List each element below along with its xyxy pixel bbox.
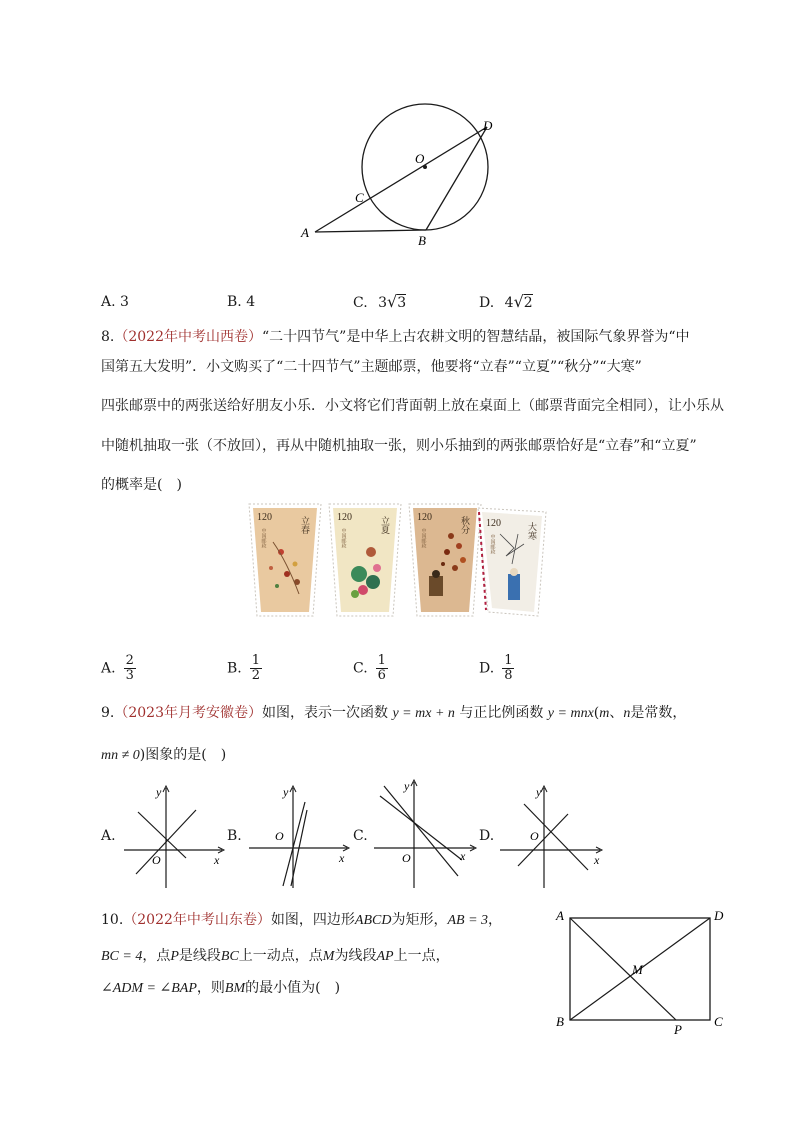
- svg-text:x: x: [339, 851, 345, 865]
- svg-text:中国邮政: 中国邮政: [340, 528, 346, 548]
- q7-option-b[interactable]: B. 4: [227, 294, 256, 310]
- q9-option-d-label[interactable]: D.: [479, 828, 495, 844]
- svg-text:120: 120: [417, 512, 432, 523]
- svg-text:O: O: [275, 829, 284, 843]
- rectangle-figure: [550, 902, 730, 1038]
- q9-graph-a[interactable]: [118, 782, 228, 890]
- svg-text:P: P: [674, 1022, 682, 1037]
- svg-text:立春: 立春: [300, 516, 310, 534]
- svg-text:M: M: [632, 962, 643, 977]
- svg-text:C: C: [714, 1014, 723, 1029]
- label-a: A: [301, 225, 309, 240]
- q7-option-c[interactable]: C. 3√3: [353, 292, 407, 311]
- q10-line2: BC = 4，点P是线段BC上一动点，点M为线段AP上一点，: [101, 948, 450, 964]
- svg-text:A: A: [556, 908, 564, 923]
- label-o: O: [415, 151, 425, 166]
- svg-text:120: 120: [257, 512, 272, 523]
- label-b: B: [418, 233, 426, 248]
- fraction: $\frac{2}{3}$: [125, 653, 134, 683]
- fraction: $\frac{1}{6}$: [377, 653, 386, 683]
- fraction: $\frac{1}{2}$: [251, 653, 261, 683]
- q8-line5: 的概率是( ): [101, 477, 182, 493]
- q8-option-d[interactable]: D. $\frac{1}{8}$: [479, 653, 513, 683]
- svg-text:中国邮政: 中国邮政: [420, 528, 426, 548]
- q10-line1: 10.（2022年中考山东卷）如图，四边形ABCD为矩形，AB = 3，: [101, 912, 503, 928]
- svg-text:y: y: [283, 785, 289, 799]
- circle-figure: [290, 95, 510, 255]
- svg-text:O: O: [402, 851, 411, 865]
- q9-option-c-label[interactable]: C.: [353, 828, 368, 844]
- svg-text:x: x: [594, 853, 600, 867]
- svg-text:x: x: [214, 853, 220, 867]
- label-d: D: [483, 118, 493, 133]
- q7-option-a[interactable]: A. 3: [101, 294, 129, 310]
- svg-text:大寒: 大寒: [527, 522, 537, 540]
- q8-option-a[interactable]: A. $\frac{2}{3}$: [101, 653, 134, 683]
- q8-line3: 四张邮票中的两张送给好朋友小乐．小文将它们背面朝上放在桌面上（邮票背面完全相同），让小乐从: [101, 398, 724, 414]
- q9-source: （2023年月考安徽卷）: [114, 705, 262, 721]
- svg-text:中国邮政: 中国邮政: [489, 534, 495, 554]
- svg-text:D: D: [714, 908, 724, 923]
- svg-text:120: 120: [486, 518, 501, 529]
- q9-graph-d[interactable]: [496, 782, 606, 890]
- q8-source: （2022年中考山西卷）: [114, 329, 262, 345]
- q8-option-b[interactable]: B. $\frac{1}{2}$: [227, 653, 261, 683]
- q10-line3: ∠ADM = ∠BAP，则BM的最小值为( ): [101, 980, 341, 996]
- label-c: C: [355, 190, 364, 205]
- fraction: $\frac{1}{8}$: [504, 653, 513, 683]
- svg-text:120: 120: [337, 512, 352, 523]
- q8-line2: 国第五大发明”．小文购买了“二十四节气”主题邮票，他要将“立春”“立夏”“秋分”“大寒”: [101, 359, 642, 375]
- q9-graph-b[interactable]: [243, 782, 353, 890]
- q9-graph-c[interactable]: [370, 778, 480, 890]
- radical-expression: 3√3: [378, 292, 407, 311]
- stamp-lixia: [327, 502, 403, 622]
- svg-text:B: B: [556, 1014, 564, 1029]
- q9-line2: mn ≠ 0)图象的是( ): [101, 747, 227, 763]
- svg-text:y: y: [156, 785, 162, 799]
- q8-line4: 中随机抽取一张（不放回），再从中随机抽取一张，则小乐抽到的两张邮票恰好是“立春”和“立夏”: [101, 438, 697, 454]
- q9-option-a-label[interactable]: A.: [101, 828, 116, 844]
- svg-text:秋分: 秋分: [460, 516, 470, 534]
- svg-text:y: y: [404, 779, 410, 793]
- q8-option-c[interactable]: C. $\frac{1}{6}$: [353, 653, 386, 683]
- svg-text:y: y: [536, 785, 542, 799]
- q8-line1: 8.（2022年中考山西卷）“二十四节气”是中华上古农耕文明的智慧结晶，被国际气象界誉为“中: [101, 329, 690, 345]
- svg-text:O: O: [530, 829, 539, 843]
- svg-text:立夏: 立夏: [380, 516, 390, 534]
- q9-option-b-label[interactable]: B.: [227, 828, 242, 844]
- q10-source: （2022年中考山东卷）: [123, 912, 271, 928]
- radical-expression: 4√2: [504, 292, 533, 311]
- svg-text:O: O: [152, 853, 161, 867]
- q9-line1: 9.（2023年月考安徽卷）如图，表示一次函数 y = mx + n 与正比例函数 y = mnx(m、n是常数，: [101, 705, 687, 721]
- stamp-qiufen: [407, 502, 483, 622]
- svg-text:中国邮政: 中国邮政: [260, 528, 266, 548]
- stamp-lichun: [247, 502, 323, 622]
- stamp-dahan: [474, 504, 550, 624]
- svg-text:x: x: [460, 849, 466, 863]
- q7-option-d[interactable]: D. 4√2: [479, 292, 533, 311]
